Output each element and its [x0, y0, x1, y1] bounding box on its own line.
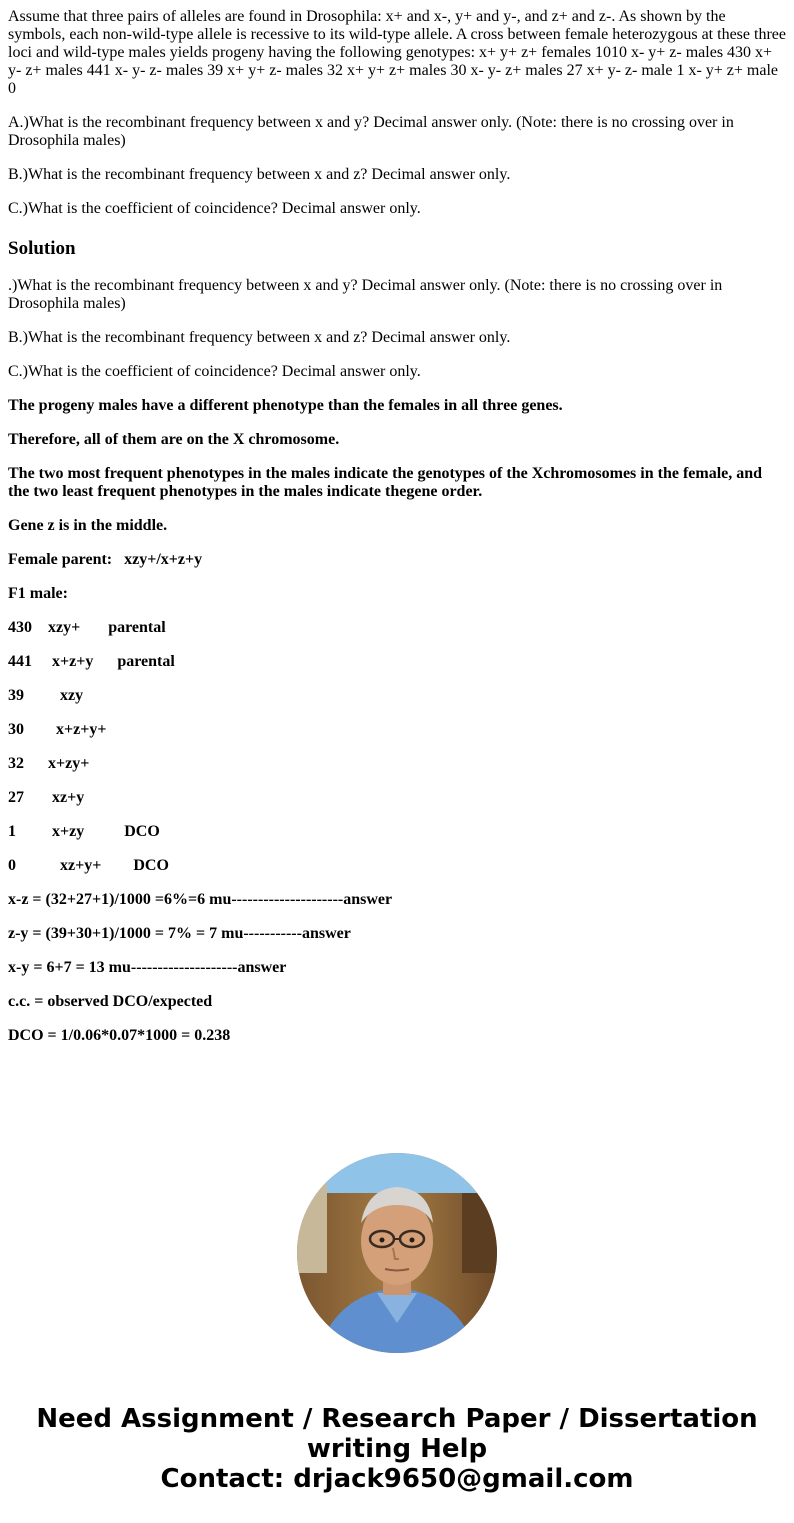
solution-heading: Solution: [8, 238, 76, 259]
solution-line: Female parent: xzy+/x+z+y: [8, 551, 203, 568]
question-a: A.)What is the recombinant frequency between x and y? Decimal answer only. (Note: there is no crossing over in Drosophila males): [8, 114, 738, 149]
solution-line: The progeny males have a different phenotype than the females in all three genes.: [8, 397, 563, 414]
footer-banner: [0, 1404, 794, 1494]
solution-line: 30 x+z+y+: [8, 721, 107, 738]
author-avatar: [297, 1153, 497, 1353]
question-c: C.)What is the coefficient of coincidence? Decimal answer only.: [8, 200, 421, 217]
solution-line: F1 male:: [8, 585, 68, 602]
solution-line: x-z = (32+27+1)/1000 =6%=6 mu---------------------answer: [8, 891, 393, 908]
portrait-icon: [297, 1153, 497, 1353]
solution-line: x-y = 6+7 = 13 mu--------------------answer: [8, 959, 287, 976]
solution-line: Therefore, all of them are on the X chromosome.: [8, 431, 340, 448]
solution-line: 441 x+z+y parental: [8, 653, 175, 670]
solution-line: 32 x+zy+: [8, 755, 90, 772]
solution-question-a: .)What is the recombinant frequency between x and y? Decimal answer only. (Note: there is no crossing over in Drosophila males): [8, 277, 727, 312]
solution-line: 430 xzy+ parental: [8, 619, 166, 636]
solution-line: Gene z is in the middle.: [8, 517, 168, 534]
solution-line: 0 xz+y+ DCO: [8, 857, 169, 874]
footer-contact: Contact: drjack9650@gmail.com: [160, 1464, 634, 1494]
solution-line: 27 xz+y: [8, 789, 85, 806]
solution-question-b: B.)What is the recombinant frequency between x and z? Decimal answer only.: [8, 329, 511, 346]
solution-line: z-y = (39+30+1)/1000 = 7% = 7 mu-----------answer: [8, 925, 351, 942]
solution-line: 39 xzy: [8, 687, 84, 704]
solution-line: 1 x+zy DCO: [8, 823, 160, 840]
solution-line: The two most frequent phenotypes in the males indicate the genotypes of the Xchromosomes in the female, and the two least frequent phenotypes in the males indicate thegene order.: [8, 465, 767, 500]
solution-line: c.c. = observed DCO/expected: [8, 993, 213, 1010]
question-intro: Assume that three pairs of alleles are found in Drosophila: x+ and x-, y+ and y-, and z+ and z-. As shown by the symbols, each non-wild-type allele is recessive to its wild-type allele. A cross between female heterozygous at these three loci and wild-type males yields progeny having the following genotypes: x+ y+ z+ females 1010 x- y+ z- males 430 x+ y- z+ males 441 x- y- z- males 39 x+ y+ z- males 32 x+ y+ z+ males 30 x- y- z+ males 27 x+ y- z- male 1 x- y+ z+ male 0: [8, 8, 790, 97]
question-b: B.)What is the recombinant frequency between x and z? Decimal answer only.: [8, 166, 511, 183]
solution-question-c: C.)What is the coefficient of coincidence? Decimal answer only.: [8, 363, 421, 380]
solution-line: DCO = 1/0.06*0.07*1000 = 0.238: [8, 1027, 231, 1044]
footer-line-1: Need Assignment / Research Paper / Dissertation: [36, 1404, 758, 1434]
footer-line-2: writing Help: [306, 1434, 488, 1464]
